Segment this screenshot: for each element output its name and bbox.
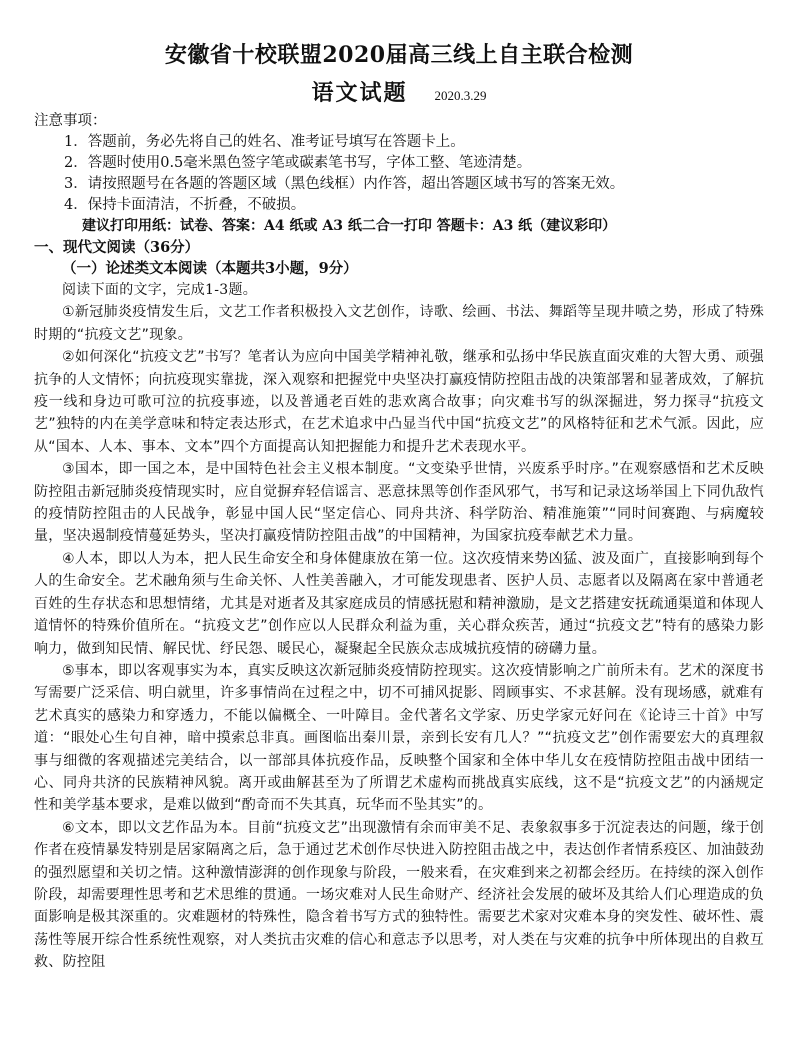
note-item: 2．答题时使用0.5毫米黑色签字笔或碳素笔书写，字体工整、笔迹清楚。 — [64, 155, 532, 171]
exam-subtitle: 语文试题 — [311, 80, 408, 106]
note-item: 3．请按照题号在各题的答题区域（黑色线框）内作答，超出答题区域书写的答案无效。 — [64, 176, 625, 192]
exam-date: 2020.3.29 — [434, 88, 487, 103]
passage-paragraph-5: ⑤事本，即以客观事实为本，真实反映这次新冠肺炎疫情防控现实。这次疫情影响之广前所未有。艺术的深度书写需要广泛采信、明白就里，许多事情尚在过程之中，切不可捕风捉影、罔顾事实、不求甚解。没有现场感，就难有艺术真实的感染力和穿透力，不能以偏概全、一叶障目。金代著名文学家、历史学家元好问在《论诗三十首》中写道：“眼处心生句自神，暗中摸索总非真。画图临出秦川景，亲到长安有几人？”“抗疫文艺”创作需要宏大的真理叙事与细微的客观描述完美结合，以一部部具体抗疫作品，反映整个国家和全体中华儿女在疫情防控阻击战中团结一心、同舟共济的民族精神风貌。离开或曲解甚至为了所谓艺术虚构而挑战真实底线，这不是“抗疫文艺”的内涵规定性和美学基本要求，是难以做到“酌奇而不失其真，玩华而不坠其实”的。 — [34, 662, 764, 814]
passage-paragraph-4: ④人本，即以人为本，把人民生命安全和身体健康放在第一位。这次疫情来势凶猛、波及面广，直接影响到每个人的生命安全。艺术融角须与生命关怀、人性美善融入，才可能发现患者、医护人员、志愿者以及隔离在家中普通老百姓的生存状态和思想情绪，尤其是对逝者及其家庭成员的情感抚慰和精神激励，是文艺搭建安抚疏通渠道和体现人道情怀的特殊价值所在。“抗疫文艺”创作应以人民群众利益为重，关心群众疾苦，通过“抗疫文艺”特有的感染力影响力，做到知民情、解民忧、纾民怨、暖民心，凝聚起全民族众志成城抗疫情的磅礴力量。 — [34, 550, 764, 657]
passage-paragraph-3: ③国本，即一国之本，是中国特色社会主义根本制度。“文变染乎世情，兴废系乎时序。”在观察感悟和艺术反映防控阻击新冠肺炎疫情现实时，应自觉摒弃轻信谣言、恶意抹黑等创作歪风邪气，书写和记录这场举国上下同仇敌忾的疫情防控阻击的人民战争，彰显中国人民“坚定信心、同舟共济、科学防治、精准施策”“同时间赛跑、与病魔较量，坚决遏制疫情蔓延势头，坚决打赢疫情防控阻击战”的中国精神，为国家抗疫奉献艺术力量。 — [34, 461, 764, 545]
passage-paragraph-2: ②如何深化“抗疫文艺”书写？笔者认为应向中国美学精神礼敬，继承和弘扬中华民族直面灾难的大智大勇、顽强抗争的人文情怀；向抗疫现实靠拢，深入观察和把握党中央坚决打赢疫情防控阻击战的决策部署和显著成效，了解抗疫一线和身边可歌可泣的抗疫事迹，以及普通老百姓的悲欢离合故事；向灾难书写的纵深掘进，努力探寻“抗疫文艺”独特的内在美学意味和特定表达形式，在艺术追求中凸显当代中国“抗疫文艺”的风格特征和艺术气派。因此，应从“国本、人本、事本、文本”四个方面提高认知把握能力和提升艺术表现水平。 — [34, 349, 764, 455]
section-heading: 一、现代文阅读（36分） — [34, 239, 200, 256]
exam-title: 安徽省十校联盟2020届高三线上自主联合检测 — [164, 42, 634, 68]
note-item: 4．保持卡面清洁，不折叠，不破损。 — [64, 197, 306, 213]
subtitle-row — [34, 76, 764, 107]
print-advice: 建议打印用纸：试卷、答案：A4 纸或 A3 纸二合一打印 答题卡：A3 纸（建议彩印） — [82, 218, 617, 234]
subsection-heading: （一）论述类文本阅读（本题共3小题，9分） — [62, 260, 358, 277]
notes-heading: 注意事项： — [34, 113, 107, 129]
passage-paragraph-1: ①新冠肺炎疫情发生后，文艺工作者积极投入文艺创作，诗歌、绘画、书法、舞蹈等呈现井喷之势，形成了特殊时期的“抗疫文艺”现象。 — [34, 304, 764, 343]
passage-paragraph-6: ⑥文本，即以文艺作品为本。目前“抗疫文艺”出现激情有余而审美不足、表象叙事多于沉淀表达的问题，缘于创作者在疫情暴发特别是居家隔离之后，急于通过艺术创作尽快进入防控阻击战之中，表达创作者情系疫区、加油鼓劲的强烈愿望和关切之情。这种激情澎湃的创作现象与阶段，一般来看，在灾难到来之初都会经历。在持续的深入创作阶段，却需要理性思考和艺术思维的贯通。一场灾难对人民生命财产、经济社会发展的破坏及其给人们心理造成的负面影响是极其深重的。灾难题材的特殊性，隐含着书写方式的独特性。需要艺术家对灾难本身的突发性、破坏性、震荡性等展开综合性系统性观察，对人类抗击灾难的信心和意志予以思考，对人类在与灾难的抗争中所体现出的自救互救、防控阻 — [34, 819, 764, 971]
reading-instruction: 阅读下面的文字，完成1-3题。 — [62, 282, 258, 298]
note-item: 1．答题前，务必先将自己的姓名、准考证号填写在答题卡上。 — [64, 134, 465, 150]
